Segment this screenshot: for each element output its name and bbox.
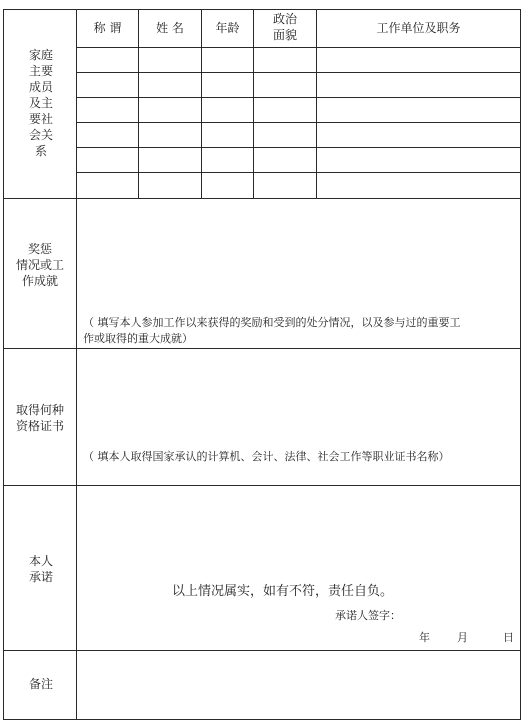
family-cell-title[interactable] <box>77 48 138 72</box>
family-label-line: 成员 <box>28 80 53 94</box>
family-cell-age[interactable] <box>202 48 253 72</box>
family-cell-name[interactable] <box>139 123 201 147</box>
awards-label-line: 奖惩 <box>27 242 52 256</box>
family-label-line: 及主 <box>28 96 53 110</box>
family-cell-age[interactable] <box>202 73 253 97</box>
family-cell-age[interactable] <box>202 173 253 197</box>
family-label-line: 家庭 <box>28 48 53 62</box>
promise-label-line: 承诺 <box>28 570 53 584</box>
family-cell-work[interactable] <box>317 148 520 172</box>
family-cell-age[interactable] <box>202 98 253 122</box>
border-top <box>3 9 521 10</box>
section-line-cert <box>3 348 521 349</box>
family-cell-politics[interactable] <box>254 173 316 197</box>
section-line-awards <box>3 198 521 199</box>
family-cell-title[interactable] <box>77 73 138 97</box>
family-cell-politics[interactable] <box>254 98 316 122</box>
family-cell-work[interactable] <box>317 98 520 122</box>
family-cell-age[interactable] <box>202 123 253 147</box>
family-cell-name[interactable] <box>139 173 201 197</box>
awards-note-line1: （ 填写本人参加工作以来获得的奖励和受到的处分情况，以及参与过的重要工 <box>83 316 461 329</box>
header-title: 称 谓 <box>93 21 122 35</box>
family-cell-politics[interactable] <box>254 148 316 172</box>
family-cell-work[interactable] <box>317 48 520 72</box>
family-cell-age[interactable] <box>202 148 253 172</box>
cert-label-line: 取得何种 <box>15 403 64 417</box>
border-left <box>3 9 4 720</box>
promise-statement: 以上情况属实，如有不符，责任自负。 <box>172 584 394 599</box>
promise-label <box>11 553 71 585</box>
family-label-line: 系 <box>34 144 47 158</box>
family-label <box>11 47 71 159</box>
header-politics-line1: 政治 <box>272 12 297 26</box>
family-cell-name[interactable] <box>139 73 201 97</box>
family-cell-work[interactable] <box>317 123 520 147</box>
awards-note-line2: 作或取得的重大成就） <box>83 332 193 345</box>
cert-note: （ 填本人取得国家承认的计算机、会计、法律、社会工作等职业证书名称） <box>83 450 450 463</box>
family-cell-politics[interactable] <box>254 48 316 72</box>
registration-form-table <box>3 9 521 720</box>
section-line-promise <box>3 485 521 486</box>
family-label-line: 会关 <box>28 128 53 142</box>
date-day: 日 <box>503 631 514 644</box>
header-age: 年龄 <box>215 21 240 35</box>
family-label-line: 要社 <box>28 112 53 126</box>
signature-label: 承诺人签字： <box>335 609 401 622</box>
family-cell-politics[interactable] <box>254 123 316 147</box>
family-cell-name[interactable] <box>139 148 201 172</box>
border-bottom <box>3 719 521 720</box>
date-month: 月 <box>457 631 468 644</box>
family-cell-politics[interactable] <box>254 73 316 97</box>
family-label-line: 主要 <box>28 64 53 78</box>
awards-note <box>83 315 519 347</box>
date-year: 年 <box>419 631 430 644</box>
header-politics-line2: 面貌 <box>272 28 297 42</box>
family-cell-title[interactable] <box>77 148 138 172</box>
remarks-label: 备注 <box>28 677 53 691</box>
family-cell-work[interactable] <box>317 73 520 97</box>
header-name: 姓 名 <box>156 21 184 35</box>
family-cell-work[interactable] <box>317 173 520 197</box>
header-work: 工作单位及职务 <box>376 21 461 35</box>
family-cell-name[interactable] <box>139 98 201 122</box>
border-right <box>520 9 521 720</box>
family-cell-title[interactable] <box>77 173 138 197</box>
awards-label <box>5 241 75 289</box>
family-cell-title[interactable] <box>77 123 138 147</box>
cert-label-line: 资格证书 <box>15 419 64 433</box>
family-cell-title[interactable] <box>77 98 138 122</box>
promise-label-line: 本人 <box>28 554 53 568</box>
section-line-remarks <box>3 650 521 651</box>
awards-label-line: 情况或工 <box>15 258 64 272</box>
cert-label <box>5 402 75 434</box>
awards-label-line: 作成就 <box>21 274 58 288</box>
family-cell-name[interactable] <box>139 48 201 72</box>
